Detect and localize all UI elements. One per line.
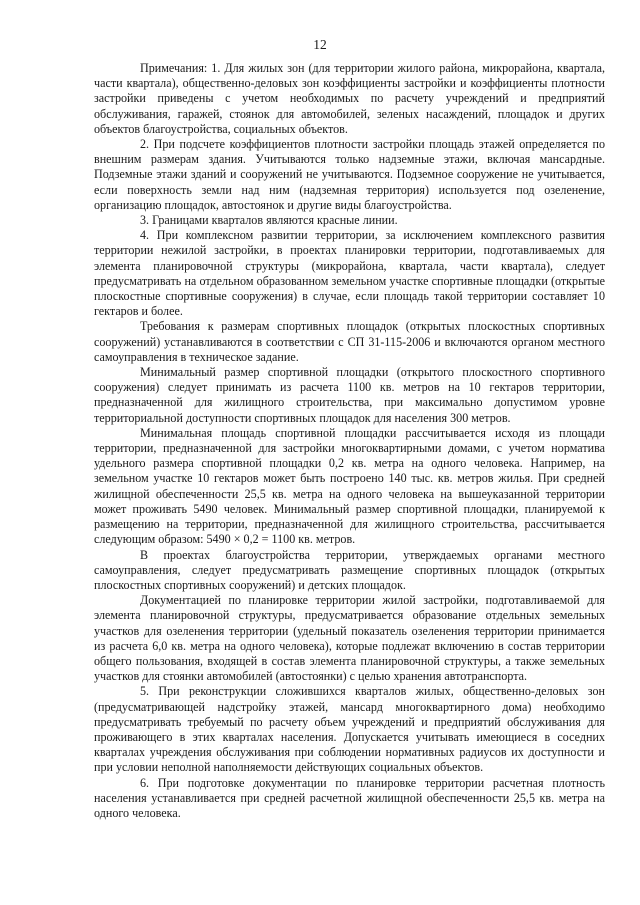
planning-documentation-paragraph: Документацией по планировке территории жилой застройки, подготавливаемой для элемента планировочной структуры, предусматривается образование отдельных земельных участков для озеленения территории (удельный показатель озеленения территории принимается из расчета 6,0 кв. метра на одного человека), которые подлежат включению в состав территории общего пользования, входящей в состав элемента планировочной структуры, а также земельных участков для стоянки автомобилей (автостоянки) с целью хранения автотранспорта. — [94, 593, 605, 684]
note-paragraph-5: 5. При реконструкции сложившихся кварталов жилых, общественно-деловых зон (предусматривающей надстройку этажей, мансард многоквартирного дома) необходимо предусматривать требуемый по расчету объем учреждений и предприятий обслуживания для проживающего в этих кварталах населения. Допускается учитывать имеющиеся в соседних кварталах учреждения обслуживания при соблюдении нормативных радиусов их доступности и при условии неполной наполняемости действующих социальных объектов. — [94, 684, 605, 775]
sport-ground-min-size-paragraph: Минимальный размер спортивной площадки (открытого плоскостного спортивного сооружения) следует принимать из расчета 1100 кв. метров на 10 гектаров территории, предназначенной для жилищного строительства, при максимально допустимом уровне территориальной доступности спортивных площадок для населения 300 метров. — [94, 365, 605, 425]
note-paragraph-1: Примечания: 1. Для жилых зон (для территории жилого района, микрорайона, квартала, части квартала), общественно-деловых зон коэффициенты застройки и коэффициенты плотности застройки приведены с учетом необходимых по расчету учреждений и предприятий обслуживания, гаражей, стоянок для автомобилей, зеленых насаждений, площадок и других объектов благоустройства, социальных объектов. — [94, 61, 605, 136]
note-paragraph-6: 6. При подготовке документации по планировке территории расчетная плотность населения устанавливается при средней расчетной жилищной обеспеченности 25,5 кв. метра на одного человека. — [94, 775, 605, 820]
improvement-projects-paragraph: В проектах благоустройства территории, утверждаемых органами местного самоуправления, следует предусматривать размещение спортивных площадок (открытых плоскостных спортивных сооружений) и детских площадок. — [94, 547, 605, 592]
note-paragraph-3: 3. Границами кварталов являются красные линии. — [140, 213, 398, 228]
document-body — [94, 61, 605, 821]
sport-ground-min-area-paragraph: Минимальная площадь спортивной площадки рассчитывается исходя из площади территории, предназначенной для застройки многоквартирными домами, с учетом норматива удельного размера спортивной площадки 0,2 кв. метра на одного человека. Например, на земельном участке 10 гектаров может быть построено 140 тыс. кв. метров жилья. При средней жилищной обеспеченности 25,5 кв. метра на одного человека на вышеуказанной территории может проживать 5490 человек. Минимальный размер спортивной площадки, планируемой к размещению на территории, предназначенной для жилищного строительства, рассчитывается следующим образом: 5490 × 0,2 = 1100 кв. метров. — [94, 425, 605, 547]
page-number: 12 — [313, 37, 327, 52]
note-paragraph-2: 2. При подсчете коэффициентов плотности застройки площадь этажей определяется по внешним размерам здания. Учитываются только надземные этажи, включая мансардные. Подземные этажи зданий и сооружений не учитываются. Подземное сооружение не учитывается, если поверхность земли над ним (надземная территория) используется под озеленение, организацию площадок, автостоянок и другие виды благоустройства. — [94, 137, 605, 212]
sport-ground-requirements-paragraph: Требования к размерам спортивных площадок (открытых плоскостных спортивных сооружений) устанавливаются в соответствии с СП 31-115-2006 и включаются органом местного самоуправления в техническое задание. — [94, 319, 605, 364]
note-paragraph-4: 4. При комплексном развитии территории, за исключением комплексного развития территории нежилой застройки, в проектах планировки территории, подготавливаемых для элемента планировочной структуры (микрорайона, квартала, части квартала), следует предусматривать на отдельном образованном земельном участке спортивные площадки (открытые плоскостные спортивные сооружения) в случае, если площадь такой территории составляет 10 гектаров и более. — [94, 228, 605, 319]
